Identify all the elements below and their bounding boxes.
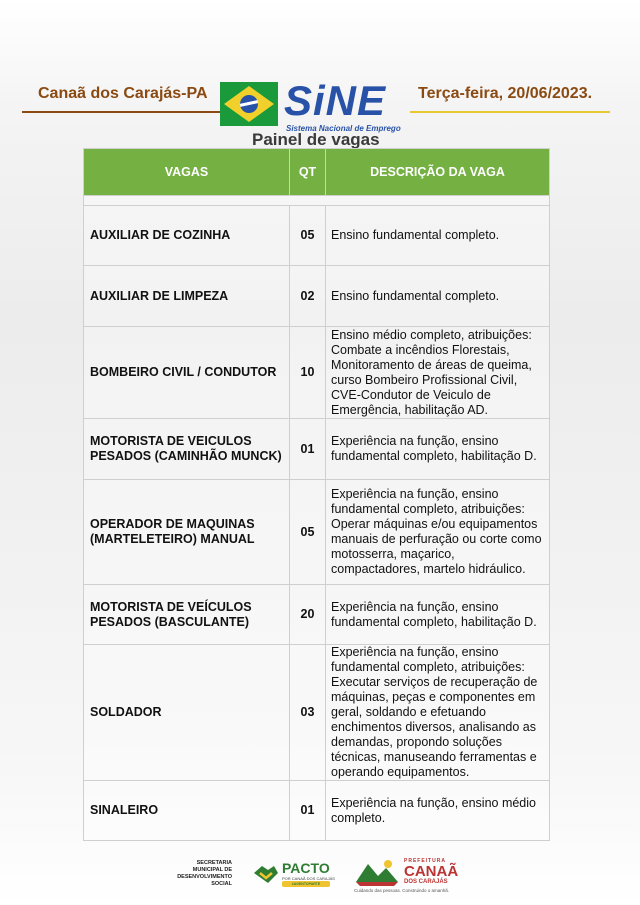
qt-cell: 01 [290,419,326,480]
table-row [84,419,550,480]
handshake-icon [252,861,280,887]
qt-cell: 20 [290,585,326,645]
pacto-tag: #AGENTOPARTE [282,881,330,887]
header-rule-right [410,111,610,113]
table-row [84,480,550,585]
qt-cell: 03 [290,645,326,781]
desc-cell: Ensino médio completo, atribuições: Combate a incêndios Florestais, Monitoramento de áreas de queima, curso Bombeiro Profissional Civil, CVE-Condutor de Veiculo de Emergência, habilitação AD. [326,327,550,419]
desc-cell: Experiência na função, ensino fundamental completo, habilitação D. [326,419,550,480]
table-spacer [84,196,550,206]
vaga-cell: AUXILIAR DE COZINHA [84,206,290,266]
secretaria-line: DESENVOLVIMENTO [177,874,232,880]
secretaria-logo [168,860,232,888]
canaa-dos-label: DOS CARAJÁS [404,879,448,885]
table-header-row [84,149,550,196]
sine-logo-subtitle: Sistema Nacional de Emprego [286,124,401,133]
pacto-subtitle: POR CANAÃ DOS CARAJÁS [282,876,335,881]
vaga-cell: AUXILIAR DE LIMPEZA [84,266,290,327]
table-row [84,206,550,266]
qt-cell: 05 [290,480,326,585]
prefeitura-emblem-icon [354,858,400,888]
canaa-word: CANAÃ [404,863,459,880]
page-header [0,0,640,150]
jobs-table [83,148,550,841]
column-header-qt: QT [290,149,326,196]
canaa-slogan: Cuidando das pessoas. Construindo o amanhã. [354,888,450,893]
qt-cell: 05 [290,206,326,266]
desc-cell: Ensino fundamental completo. [326,206,550,266]
secretaria-line: SECRETARIA [196,860,232,866]
column-header-vagas: VAGAS [84,149,290,196]
header-rule-left [22,111,227,113]
desc-cell: Experiência na função, ensino fundamental completo, habilitação D. [326,585,550,645]
table-row [84,266,550,327]
desc-cell: Experiência na função, ensino fundamental completo, atribuições: Executar serviços de recuperação de máquinas, peças e componentes em geral, soldando e efetuando enchimentos diversos, analisando as demandas, propondo soluções técnicas, manuseando ferramentas e operando equipamentos. [326,645,550,781]
sine-logo [220,78,400,134]
qt-cell: 10 [290,327,326,419]
column-header-descricao: DESCRIÇÃO DA VAGA [326,149,550,196]
sine-logo-word: SiNE [284,77,387,124]
prefeitura-logo [352,856,462,892]
city-label: Canaã dos Carajás-PA [38,85,208,102]
vaga-cell: BOMBEIRO CIVIL / CONDUTOR [84,327,290,419]
qt-cell: 02 [290,266,326,327]
vaga-cell: OPERADOR DE MAQUINAS (MARTELETEIRO) MANUAL [84,480,290,585]
desc-cell: Ensino fundamental completo. [326,266,550,327]
table-row [84,327,550,419]
qt-cell: 01 [290,781,326,841]
panel-title: Painel de vagas [252,130,380,149]
desc-cell: Experiência na função, ensino médio completo. [326,781,550,841]
table-row [84,585,550,645]
vaga-cell: SINALEIRO [84,781,290,841]
secretaria-line: SOCIAL [211,881,232,887]
brazil-flag-icon [220,78,284,132]
prefeitura-label: PREFEITURA [404,858,446,864]
pacto-word: PACTO [282,860,330,876]
pacto-logo [252,858,335,888]
vaga-cell: MOTORISTA DE VEICULOS PESADOS (CAMINHÃO MUNCK) [84,419,290,480]
table-row [84,781,550,841]
vaga-cell: SOLDADOR [84,645,290,781]
desc-cell: Experiência na função, ensino fundamental completo, atribuições: Operar máquinas e/ou equipamentos manuais de perfuração ou corte como motosserra, maçarico, compactadores, martelo hidráulico. [326,480,550,585]
page-footer [0,850,640,900]
vaga-cell: MOTORISTA DE VEÍCULOS PESADOS (BASCULANTE) [84,585,290,645]
date-label: Terça-feira, 20/06/2023. [418,85,593,102]
table-row [84,645,550,781]
secretaria-line: MUNICIPAL DE [192,867,232,873]
